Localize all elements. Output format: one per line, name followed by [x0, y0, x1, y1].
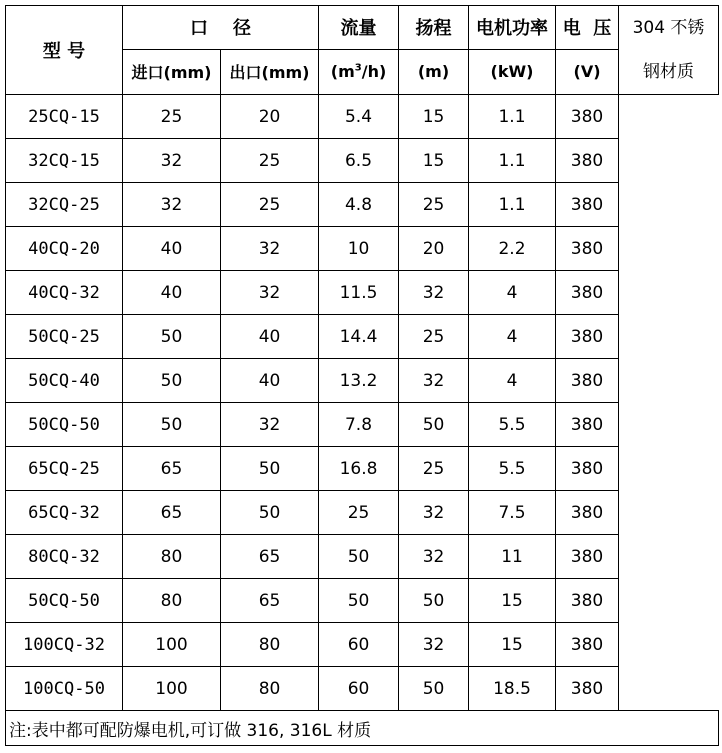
cell-model: 40CQ-32: [6, 271, 123, 315]
cell-voltage: 380: [556, 535, 619, 579]
cell-head: 32: [399, 535, 469, 579]
cell-voltage: 380: [556, 403, 619, 447]
cell-inlet: 100: [123, 667, 221, 711]
cell-inlet: 65: [123, 491, 221, 535]
cell-model: 50CQ-50: [6, 403, 123, 447]
cell-model: 50CQ-25: [6, 315, 123, 359]
cell-model: 65CQ-25: [6, 447, 123, 491]
cell-outlet: 25: [221, 139, 319, 183]
cell-inlet: 40: [123, 271, 221, 315]
cell-power: 1.1: [469, 183, 556, 227]
cell-inlet: 50: [123, 315, 221, 359]
table-row: [6, 183, 719, 227]
cell-head: 25: [399, 447, 469, 491]
cell-voltage: 380: [556, 95, 619, 139]
cell-flow: 60: [319, 667, 399, 711]
material-line-2: 钢材质: [643, 62, 695, 82]
cell-flow: 60: [319, 623, 399, 667]
cell-flow: 6.5: [319, 139, 399, 183]
cell-head: 32: [399, 271, 469, 315]
header-power: 电机功率: [469, 6, 556, 50]
cell-power: 5.5: [469, 447, 556, 491]
header-caliber: 口 径: [123, 6, 319, 50]
cell-flow: 13.2: [319, 359, 399, 403]
table-body: [6, 95, 719, 711]
cell-model: 40CQ-20: [6, 227, 123, 271]
table-row: [6, 667, 719, 711]
cell-flow: 5.4: [319, 95, 399, 139]
cell-power: 11: [469, 535, 556, 579]
flow-unit-pre: (m: [330, 62, 355, 82]
cell-inlet: 50: [123, 359, 221, 403]
table-row: [6, 535, 719, 579]
cell-outlet: 80: [221, 667, 319, 711]
cell-model: 80CQ-32: [6, 535, 123, 579]
cell-power: 2.2: [469, 227, 556, 271]
cell-power: 15: [469, 579, 556, 623]
pump-spec-table: [5, 5, 719, 746]
cell-model: 32CQ-25: [6, 183, 123, 227]
cell-power: 4: [469, 315, 556, 359]
cell-head: 15: [399, 139, 469, 183]
cell-model: 50CQ-50: [6, 579, 123, 623]
table-row: [6, 491, 719, 535]
cell-inlet: 65: [123, 447, 221, 491]
cell-model: 100CQ-50: [6, 667, 123, 711]
cell-head: 25: [399, 315, 469, 359]
table-row: [6, 403, 719, 447]
material-cell: [619, 6, 719, 95]
cell-model: 65CQ-32: [6, 491, 123, 535]
cell-head: 50: [399, 403, 469, 447]
cell-voltage: 380: [556, 447, 619, 491]
header-outlet: 出口(mm): [221, 49, 319, 94]
cell-head: 32: [399, 623, 469, 667]
cell-flow: 16.8: [319, 447, 399, 491]
table-row: [6, 139, 719, 183]
cell-inlet: 25: [123, 95, 221, 139]
cell-outlet: 50: [221, 447, 319, 491]
header-head-unit: (m): [399, 49, 469, 94]
cell-outlet: 50: [221, 491, 319, 535]
cell-head: 32: [399, 491, 469, 535]
header-flow-unit: [319, 49, 399, 94]
cell-power: 1.1: [469, 95, 556, 139]
cell-outlet: 32: [221, 227, 319, 271]
cell-power: 5.5: [469, 403, 556, 447]
cell-flow: 4.8: [319, 183, 399, 227]
cell-model: 50CQ-40: [6, 359, 123, 403]
cell-flow: 14.4: [319, 315, 399, 359]
cell-model: 32CQ-15: [6, 139, 123, 183]
cell-outlet: 32: [221, 271, 319, 315]
cell-flow: 10: [319, 227, 399, 271]
cell-model: 25CQ-15: [6, 95, 123, 139]
table-row: [6, 315, 719, 359]
table-row: [6, 227, 719, 271]
cell-inlet: 80: [123, 579, 221, 623]
cell-inlet: 100: [123, 623, 221, 667]
cell-outlet: 40: [221, 315, 319, 359]
cell-voltage: 380: [556, 315, 619, 359]
cell-voltage: 380: [556, 667, 619, 711]
table-row: [6, 359, 719, 403]
cell-flow: 11.5: [319, 271, 399, 315]
header-inlet: 进口(mm): [123, 49, 221, 94]
flow-unit-post: /h): [361, 62, 387, 82]
header-power-unit: (kW): [469, 49, 556, 94]
cell-outlet: 80: [221, 623, 319, 667]
cell-flow: 25: [319, 491, 399, 535]
cell-head: 50: [399, 667, 469, 711]
header-model: 型 号: [6, 6, 123, 95]
cell-voltage: 380: [556, 623, 619, 667]
cell-voltage: 380: [556, 183, 619, 227]
header-flow: 流量: [319, 6, 399, 50]
cell-outlet: 65: [221, 535, 319, 579]
cell-head: 50: [399, 579, 469, 623]
flow-unit-sup: 3: [354, 63, 362, 75]
cell-power: 7.5: [469, 491, 556, 535]
table-row: [6, 579, 719, 623]
cell-head: 15: [399, 95, 469, 139]
header-head: 扬程: [399, 6, 469, 50]
cell-outlet: 20: [221, 95, 319, 139]
cell-inlet: 80: [123, 535, 221, 579]
cell-head: 32: [399, 359, 469, 403]
cell-inlet: 32: [123, 139, 221, 183]
cell-power: 15: [469, 623, 556, 667]
cell-power: 1.1: [469, 139, 556, 183]
material-line-1: 304 不锈: [632, 18, 705, 38]
cell-outlet: 65: [221, 579, 319, 623]
cell-outlet: 25: [221, 183, 319, 227]
cell-flow: 50: [319, 535, 399, 579]
cell-inlet: 40: [123, 227, 221, 271]
cell-head: 25: [399, 183, 469, 227]
cell-power: 18.5: [469, 667, 556, 711]
cell-model: 100CQ-32: [6, 623, 123, 667]
note-text: 注:表中都可配防爆电机,可订做 316, 316L 材质: [6, 711, 719, 746]
table-row: [6, 623, 719, 667]
cell-voltage: 380: [556, 491, 619, 535]
cell-inlet: 50: [123, 403, 221, 447]
table-row: [6, 95, 719, 139]
cell-outlet: 40: [221, 359, 319, 403]
cell-outlet: 32: [221, 403, 319, 447]
cell-voltage: 380: [556, 359, 619, 403]
header-row-1: [6, 6, 719, 50]
cell-voltage: 380: [556, 227, 619, 271]
cell-flow: 7.8: [319, 403, 399, 447]
header-voltage: 电 压: [556, 6, 619, 50]
table-row: [6, 271, 719, 315]
cell-inlet: 32: [123, 183, 221, 227]
cell-voltage: 380: [556, 139, 619, 183]
cell-voltage: 380: [556, 579, 619, 623]
cell-flow: 50: [319, 579, 399, 623]
header-voltage-unit: (V): [556, 49, 619, 94]
note-row: [6, 711, 719, 746]
cell-power: 4: [469, 271, 556, 315]
table-row: [6, 447, 719, 491]
cell-voltage: 380: [556, 271, 619, 315]
cell-head: 20: [399, 227, 469, 271]
cell-power: 4: [469, 359, 556, 403]
